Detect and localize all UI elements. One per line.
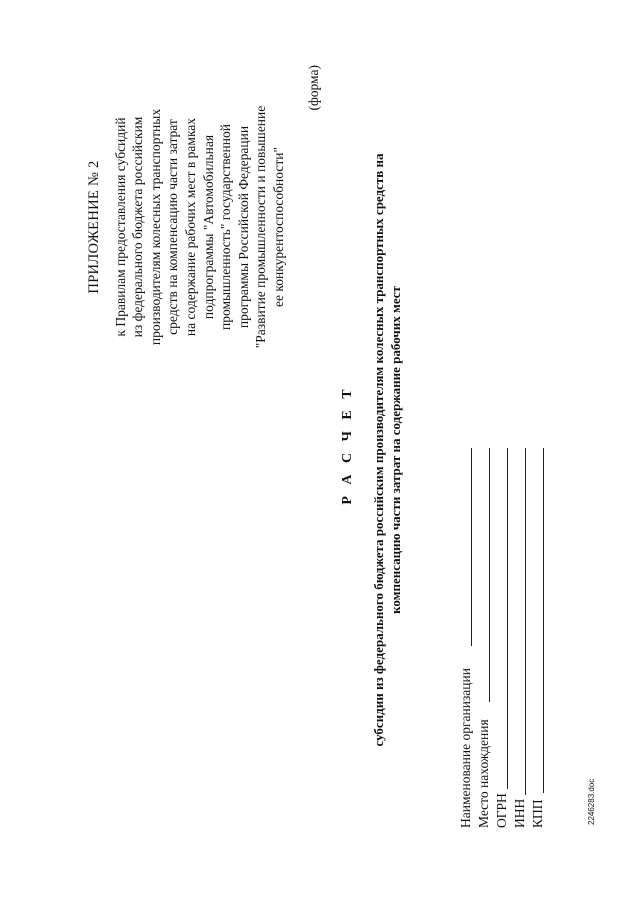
- appendix-line: к Правилам предоставления субсидий: [112, 117, 128, 337]
- fill-line: [471, 448, 472, 646]
- fill-line: [489, 448, 490, 702]
- organization-name-field[interactable]: [458, 448, 474, 828]
- appendix-line: программы Российской Федерации: [235, 125, 251, 329]
- appendix-line: из федерального бюджета российским: [130, 116, 146, 338]
- field-label: ОГРН: [494, 793, 509, 828]
- fill-line: [525, 448, 526, 795]
- ogrn-field[interactable]: [494, 448, 510, 828]
- appendix-title: ПРИЛОЖЕНИЕ № 2: [86, 160, 102, 294]
- field-label: Наименование организации: [458, 668, 473, 828]
- file-code: 2246283.doc: [587, 778, 596, 825]
- appendix-line: промышленность" государственной: [218, 124, 234, 330]
- subtitle-line: субсидии из федерального бюджета российским производителям колесных транспортных средств на: [371, 153, 386, 747]
- field-label: КПП: [530, 799, 545, 828]
- appendix-line: производителям колесных транспортных: [147, 108, 163, 346]
- inn-field[interactable]: [512, 448, 528, 828]
- appendix-line: "Развитие промышленности и повышение: [253, 105, 269, 349]
- location-field[interactable]: [476, 448, 492, 828]
- appendix-line: средств на компенсацию части затрат: [165, 119, 181, 335]
- document-subtitle: [370, 100, 404, 800]
- fill-line: [507, 448, 508, 789]
- subtitle-line: компенсацию части затрат на содержание рабочих мест: [388, 286, 403, 614]
- fill-line: [543, 448, 544, 793]
- appendix-block: [86, 102, 288, 352]
- kpp-field[interactable]: [530, 448, 546, 828]
- document-title: Р А С Ч Е Т: [340, 385, 355, 505]
- field-label: ИНН: [512, 798, 527, 828]
- appendix-line: подпрограммы "Автомобильная: [200, 134, 216, 320]
- form-label: (форма): [306, 65, 321, 111]
- appendix-line: на содержание рабочих мест в рамках: [182, 117, 198, 337]
- field-label: Место нахождения: [476, 719, 491, 828]
- appendix-line: ее конкурентоспособности": [270, 147, 286, 307]
